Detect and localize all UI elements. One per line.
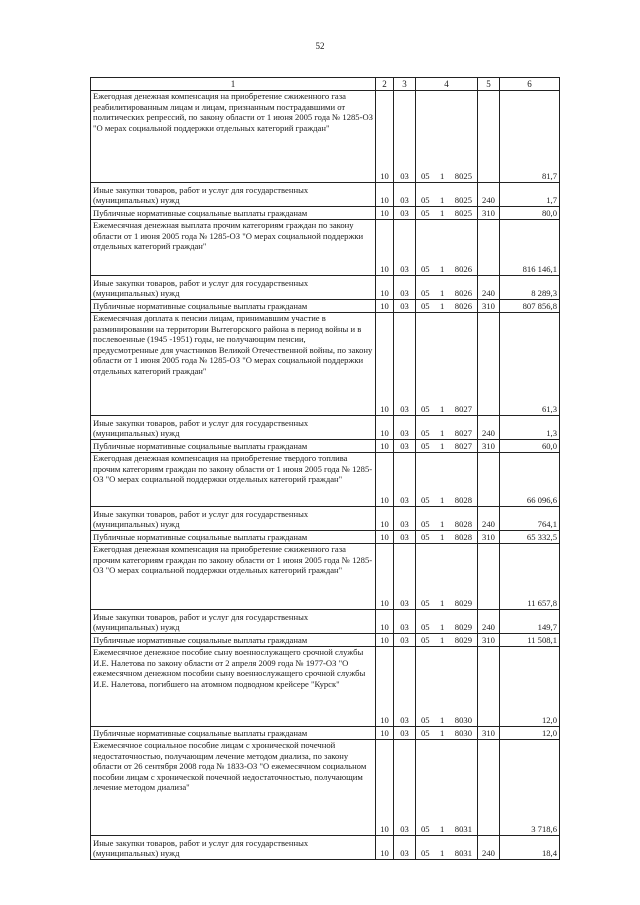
row-name-text: Ежемесячная денежная выплата прочим категориям граждан по закону области от 1 июня 2005 года № 1285-ОЗ "О мерах социальной поддержки отдельных категорий граждан" <box>93 220 364 252</box>
row-name <box>91 544 376 610</box>
expense-type-code: 310 <box>478 727 500 740</box>
article-code-part: 05 <box>421 728 430 739</box>
article-code-part: 05 <box>421 622 430 633</box>
subsection-code: 03 <box>394 453 416 507</box>
expense-type-code: 240 <box>478 416 500 440</box>
row-name-text: Публичные нормативные социальные выплаты гражданам <box>93 635 308 646</box>
article-code-part: 05 <box>421 288 430 299</box>
table-row <box>91 276 560 300</box>
row-name-text: Публичные нормативные социальные выплаты гражданам <box>93 728 308 739</box>
article-code-part: 1 <box>440 728 445 739</box>
subsection-code: 03 <box>394 740 416 836</box>
section-code: 10 <box>376 531 394 544</box>
row-name-text: Ежемесячная доплата к пенсии лицам, принимавшим участие в разминировании на территории Вытегорского района в период войны и в послевоенные (1945 -1951) годы, не получающим пенсии, предусмотренные для участников Великой Отечественной войны, по закону области от 1 июня 2005 года № 1285-ОЗ "О мерах социальной поддержки отдельных категорий граждан" <box>93 313 373 376</box>
amount: 66 096,6 <box>500 453 560 507</box>
section-code: 10 <box>376 507 394 531</box>
subsection-code: 03 <box>394 440 416 453</box>
article-code-part: 8025 <box>454 208 472 219</box>
target-article-code <box>416 453 478 507</box>
subsection-code: 03 <box>394 610 416 634</box>
target-article-code <box>416 531 478 544</box>
subsection-code: 03 <box>394 313 416 416</box>
table-row <box>91 531 560 544</box>
article-code-part: 1 <box>440 715 445 726</box>
subsection-code: 03 <box>394 507 416 531</box>
article-code-part: 05 <box>421 715 430 726</box>
article-code-part: 1 <box>440 208 445 219</box>
table-row <box>91 647 560 727</box>
section-code: 10 <box>376 207 394 220</box>
table-row <box>91 220 560 276</box>
row-name <box>91 507 376 531</box>
table-row <box>91 727 560 740</box>
article-code-part: 05 <box>421 635 430 646</box>
article-code-part: 8025 <box>454 171 472 182</box>
article-code-part: 1 <box>440 171 445 182</box>
section-code: 10 <box>376 220 394 276</box>
article-code-part: 8025 <box>454 195 472 206</box>
article-code-part: 1 <box>440 195 445 206</box>
row-name-text: Ежемесячное социальное пособие лицам с хронической почечной недостаточностью, получающим лечение методом диализа, по закону области от 26 сентября 2008 года № 1833-ОЗ "О ежемесячном социальном пособии лицам с хронической почечной недостаточностью, получающим лечение методом диализа" <box>93 740 367 793</box>
row-name <box>91 740 376 836</box>
table-row <box>91 416 560 440</box>
row-name <box>91 300 376 313</box>
target-article-code <box>416 207 478 220</box>
target-article-code <box>416 440 478 453</box>
table-row <box>91 183 560 207</box>
section-code: 10 <box>376 313 394 416</box>
row-name <box>91 647 376 727</box>
expense-type-code: 240 <box>478 276 500 300</box>
section-code: 10 <box>376 440 394 453</box>
expense-type-code: 310 <box>478 634 500 647</box>
article-code-part: 8028 <box>454 519 472 530</box>
amount: 12,0 <box>500 727 560 740</box>
article-code-part: 8031 <box>454 848 472 859</box>
row-name-text: Иные закупки товаров, работ и услуг для государственных (муниципальных) нужд <box>93 508 309 530</box>
article-code-part: 1 <box>440 519 445 530</box>
section-code: 10 <box>376 300 394 313</box>
column-header: 4 <box>416 78 478 91</box>
expense-type-code <box>478 313 500 416</box>
row-name <box>91 416 376 440</box>
amount: 816 146,1 <box>500 220 560 276</box>
subsection-code: 03 <box>394 91 416 183</box>
expense-type-code <box>478 740 500 836</box>
row-name <box>91 313 376 416</box>
article-code-part: 1 <box>440 288 445 299</box>
target-article-code <box>416 276 478 300</box>
expense-type-code: 310 <box>478 300 500 313</box>
table-row <box>91 610 560 634</box>
row-name-text: Иные закупки товаров, работ и услуг для государственных (муниципальных) нужд <box>93 417 309 439</box>
target-article-code <box>416 220 478 276</box>
section-code: 10 <box>376 610 394 634</box>
article-code-part: 8029 <box>454 598 472 609</box>
article-code-part: 8031 <box>454 824 472 835</box>
article-code-part: 1 <box>440 532 445 543</box>
article-code-part: 05 <box>421 519 430 530</box>
article-code-part: 8026 <box>454 288 472 299</box>
table-row <box>91 91 560 183</box>
expense-type-code: 240 <box>478 183 500 207</box>
table-row <box>91 300 560 313</box>
expense-type-code <box>478 91 500 183</box>
expense-type-code <box>478 544 500 610</box>
column-header: 1 <box>91 78 376 91</box>
target-article-code <box>416 313 478 416</box>
target-article-code <box>416 507 478 531</box>
column-header: 3 <box>394 78 416 91</box>
article-code-part: 05 <box>421 495 430 506</box>
article-code-part: 1 <box>440 428 445 439</box>
subsection-code: 03 <box>394 276 416 300</box>
expense-type-code: 310 <box>478 531 500 544</box>
table-row <box>91 544 560 610</box>
row-name <box>91 610 376 634</box>
article-code-part: 05 <box>421 404 430 415</box>
article-code-part: 1 <box>440 635 445 646</box>
subsection-code: 03 <box>394 207 416 220</box>
page-number: 52 <box>315 41 325 51</box>
amount: 11 508,1 <box>500 634 560 647</box>
row-name <box>91 531 376 544</box>
expense-type-code <box>478 453 500 507</box>
article-code-part: 8028 <box>454 495 472 506</box>
table-row <box>91 740 560 836</box>
section-code: 10 <box>376 276 394 300</box>
expense-type-code: 240 <box>478 610 500 634</box>
amount: 764,1 <box>500 507 560 531</box>
target-article-code <box>416 610 478 634</box>
target-article-code <box>416 634 478 647</box>
table-row <box>91 440 560 453</box>
article-code-part: 8026 <box>454 264 472 275</box>
subsection-code: 03 <box>394 531 416 544</box>
article-code-part: 8027 <box>454 428 472 439</box>
article-code-part: 1 <box>440 848 445 859</box>
header-row <box>91 78 560 91</box>
amount: 11 657,8 <box>500 544 560 610</box>
budget-table <box>90 77 560 860</box>
target-article-code <box>416 300 478 313</box>
row-name-text: Иные закупки товаров, работ и услуг для государственных (муниципальных) нужд <box>93 277 309 299</box>
subsection-code: 03 <box>394 727 416 740</box>
row-name-text: Ежегодная денежная компенсация на приобретение твердого топлива прочим категориям граждан по закону области от 1 июня 2005 года № 1285-ОЗ "О мерах социальной поддержки отдельных категорий граждан" <box>93 453 373 485</box>
expense-type-code: 310 <box>478 440 500 453</box>
row-name <box>91 276 376 300</box>
article-code-part: 1 <box>440 598 445 609</box>
subsection-code: 03 <box>394 300 416 313</box>
table-row <box>91 313 560 416</box>
expense-type-code: 310 <box>478 207 500 220</box>
target-article-code <box>416 544 478 610</box>
target-article-code <box>416 740 478 836</box>
row-name <box>91 440 376 453</box>
article-code-part: 05 <box>421 264 430 275</box>
section-code: 10 <box>376 416 394 440</box>
article-code-part: 05 <box>421 301 430 312</box>
amount: 8 289,3 <box>500 276 560 300</box>
row-name-text: Иные закупки товаров, работ и услуг для государственных (муниципальных) нужд <box>93 184 309 206</box>
article-code-part: 05 <box>421 848 430 859</box>
column-header: 2 <box>376 78 394 91</box>
article-code-part: 8030 <box>454 728 472 739</box>
subsection-code: 03 <box>394 220 416 276</box>
expense-type-code: 240 <box>478 507 500 531</box>
table-row <box>91 507 560 531</box>
amount: 65 332,5 <box>500 531 560 544</box>
subsection-code: 03 <box>394 634 416 647</box>
row-name <box>91 836 376 860</box>
subsection-code: 03 <box>394 647 416 727</box>
section-code: 10 <box>376 544 394 610</box>
amount: 18,4 <box>500 836 560 860</box>
article-code-part: 8029 <box>454 622 472 633</box>
article-code-part: 1 <box>440 404 445 415</box>
article-code-part: 1 <box>440 301 445 312</box>
subsection-code: 03 <box>394 836 416 860</box>
target-article-code <box>416 91 478 183</box>
section-code: 10 <box>376 727 394 740</box>
amount: 81,7 <box>500 91 560 183</box>
table-row <box>91 207 560 220</box>
article-code-part: 05 <box>421 532 430 543</box>
row-name-text: Публичные нормативные социальные выплаты гражданам <box>93 532 308 543</box>
amount: 1,3 <box>500 416 560 440</box>
article-code-part: 1 <box>440 824 445 835</box>
row-name <box>91 220 376 276</box>
section-code: 10 <box>376 740 394 836</box>
column-header: 6 <box>500 78 560 91</box>
article-code-part: 8029 <box>454 635 472 646</box>
row-name <box>91 727 376 740</box>
row-name <box>91 91 376 183</box>
expense-type-code <box>478 647 500 727</box>
row-name <box>91 207 376 220</box>
target-article-code <box>416 416 478 440</box>
amount: 61,3 <box>500 313 560 416</box>
amount: 807 856,8 <box>500 300 560 313</box>
article-code-part: 1 <box>440 441 445 452</box>
article-code-part: 8027 <box>454 441 472 452</box>
row-name-text: Иные закупки товаров, работ и услуг для государственных (муниципальных) нужд <box>93 611 309 633</box>
target-article-code <box>416 647 478 727</box>
article-code-part: 1 <box>440 264 445 275</box>
table-row <box>91 453 560 507</box>
article-code-part: 8026 <box>454 301 472 312</box>
expense-type-code: 240 <box>478 836 500 860</box>
article-code-part: 1 <box>440 495 445 506</box>
expense-type-code <box>478 220 500 276</box>
article-code-part: 05 <box>421 824 430 835</box>
row-name-text: Ежемесячное денежное пособие сыну военнослужащего срочной службы И.Е. Налетова по закону области от 2 апреля 2009 года № 1977-ОЗ "О ежемесячном денежном пособии сыну военнослужащего срочной службы И.Е. Налетова, погибшего на атомном подводном крейсере "Курск" <box>93 647 366 689</box>
section-code: 10 <box>376 634 394 647</box>
article-code-part: 05 <box>421 195 430 206</box>
article-code-part: 05 <box>421 208 430 219</box>
row-name-text: Публичные нормативные социальные выплаты гражданам <box>93 301 308 312</box>
column-header: 5 <box>478 78 500 91</box>
row-name <box>91 453 376 507</box>
article-code-part: 05 <box>421 428 430 439</box>
article-code-part: 8030 <box>454 715 472 726</box>
target-article-code <box>416 727 478 740</box>
row-name-text: Ежегодная денежная компенсация на приобретение сжиженного газа реабилитированным лицам и лицам, признанным пострадавшими от политических репрессий, по закону области от 1 июня 2005 года № 1285-ОЗ "О мерах социальной поддержки отдельных категорий граждан" <box>93 91 373 133</box>
subsection-code: 03 <box>394 416 416 440</box>
target-article-code <box>416 836 478 860</box>
section-code: 10 <box>376 647 394 727</box>
article-code-part: 8027 <box>454 404 472 415</box>
table-row <box>91 634 560 647</box>
row-name <box>91 634 376 647</box>
section-code: 10 <box>376 183 394 207</box>
row-name-text: Публичные нормативные социальные выплаты гражданам <box>93 441 308 452</box>
section-code: 10 <box>376 836 394 860</box>
amount: 1,7 <box>500 183 560 207</box>
section-code: 10 <box>376 453 394 507</box>
row-name <box>91 183 376 207</box>
table-row <box>91 836 560 860</box>
subsection-code: 03 <box>394 183 416 207</box>
article-code-part: 1 <box>440 622 445 633</box>
row-name-text: Ежегодная денежная компенсация на приобретение сжиженного газа прочим категориям граждан по закону области от 1 июня 2005 года № 1285-ОЗ "О мерах социальной поддержки отдельных категорий граждан" <box>93 544 373 576</box>
amount: 60,0 <box>500 440 560 453</box>
article-code-part: 8028 <box>454 532 472 543</box>
article-code-part: 05 <box>421 441 430 452</box>
target-article-code <box>416 183 478 207</box>
row-name-text: Иные закупки товаров, работ и услуг для государственных (муниципальных) нужд <box>93 837 309 859</box>
subsection-code: 03 <box>394 544 416 610</box>
article-code-part: 05 <box>421 171 430 182</box>
amount: 12,0 <box>500 647 560 727</box>
amount: 3 718,6 <box>500 740 560 836</box>
section-code: 10 <box>376 91 394 183</box>
amount: 80,0 <box>500 207 560 220</box>
row-name-text: Публичные нормативные социальные выплаты гражданам <box>93 208 308 219</box>
amount: 149,7 <box>500 610 560 634</box>
article-code-part: 05 <box>421 598 430 609</box>
